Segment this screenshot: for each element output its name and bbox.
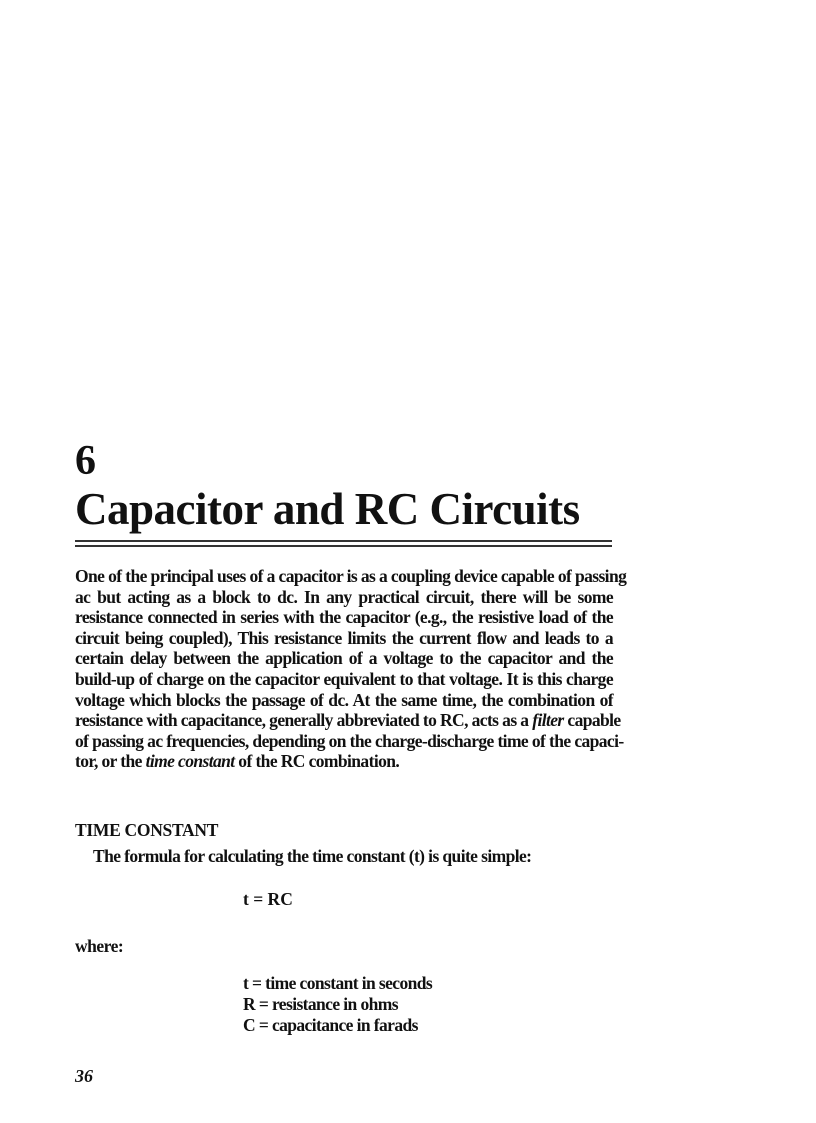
paragraph-line: of passing ac frequencies, depending on the charge-discharge time of the capaci- xyxy=(75,730,624,751)
paragraph-line: build-up of charge on the capacitor equivalent to that voltage. It is this charge xyxy=(75,668,613,689)
where-label: where: xyxy=(75,936,124,956)
definition-c: C = capacitance in farads xyxy=(243,1015,418,1035)
definition-t: t = time constant in seconds xyxy=(243,973,433,993)
title-rule-top xyxy=(75,540,612,542)
text: tor, or the xyxy=(75,751,146,772)
text: capable xyxy=(563,710,621,731)
intro-paragraph xyxy=(75,566,627,772)
section-intro: The formula for calculating the time constant (t) is quite simple: xyxy=(93,846,532,866)
section-heading: TIME CONSTANT xyxy=(75,820,219,840)
title-rule-bottom xyxy=(75,545,612,547)
emphasis-filter: filter xyxy=(532,710,564,731)
paragraph-line: voltage which blocks the passage of dc. At the same time, the combination of xyxy=(75,689,613,710)
formula: t = RC xyxy=(243,889,293,909)
paragraph-line xyxy=(75,710,621,731)
paragraph-line: resistance connected in series with the capacitor (e.g., the resistive load of the xyxy=(75,607,613,628)
paragraph-line: ac but acting as a block to dc. In any practical circuit, there will be some xyxy=(75,586,613,607)
paragraph-line: circuit being coupled), This resistance limits the current flow and leads to a xyxy=(75,627,613,648)
paragraph-line: One of the principal uses of a capacitor is as a coupling device capable of passing xyxy=(75,566,627,586)
paragraph-line: certain delay between the application of a voltage to the capacitor and the xyxy=(75,648,613,669)
chapter-number: 6 xyxy=(75,438,96,484)
text: of the RC combination. xyxy=(234,751,400,772)
chapter-title: Capacitor and RC Circuits xyxy=(75,484,580,534)
paragraph-line xyxy=(75,751,613,772)
definition-r: R = resistance in ohms xyxy=(243,994,398,1014)
text: resistance with capacitance, generally abbreviated to RC, acts as a xyxy=(75,710,533,731)
page-number: 36 xyxy=(75,1066,93,1086)
emphasis-time-constant: time constant xyxy=(145,751,235,772)
